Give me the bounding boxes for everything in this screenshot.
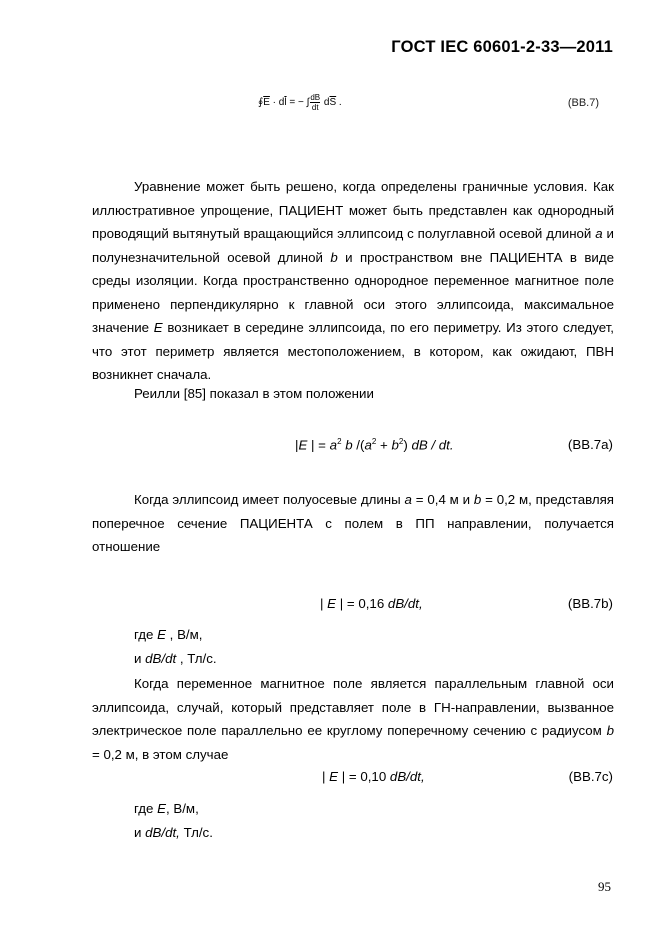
equation-number-bb7: (ВВ.7) bbox=[567, 97, 599, 109]
and-dbdt-units-2: и dB/dt, Тл/с. bbox=[134, 825, 213, 840]
fraction-db-dt: $\frac{dB}{dt}$ bbox=[310, 93, 321, 112]
equation-bb7a: |E | = $a^2$ b $/(a^2 + b^2)$ dB / dt. bbox=[295, 437, 454, 453]
equation-bb7c: | E | = 0,10 dB/dt, bbox=[322, 769, 425, 784]
where-e-units-1: где E , В/м, bbox=[134, 627, 203, 642]
paragraph-parallel-field: Когда переменное магнитное поле является параллельным главной оси эллипсоида, случай, который представляет поле в ГН-направлении, вызванное электрическое поле параллельно ее круглому поперечному сечению с радиусом b = 0,2 м, в этом случае bbox=[92, 676, 614, 762]
paragraph-boundary-conditions: Уравнение может быть решено, когда определены граничные условия. Как иллюстративное упрощение, ПАЦИЕНТ может быть представлен как однородный проводящий вытянутый вращающийся эллипсоид с полуглавной осевой длиной a и полунезначительной осевой длиной b и пространством вне ПАЦИЕНТА в виде среды изоляции. Когда пространственно однородное переменное магнитное поле применено перпендикулярно к главной оси этого эллипсоида, максимальное значение E возникает в середине эллипсоида, по его периметру. Из этого следует, что этот периметр является местоположением, в котором, как ожидают, ПВН возникнет сначала. bbox=[92, 179, 615, 382]
paragraph-reilly: Реилли [85] показал в этом положении bbox=[134, 386, 374, 401]
and-dbdt-units-1: и dB/dt , Тл/с. bbox=[134, 651, 217, 666]
document-header: ГОСТ IEC 60601-2-33—2011 bbox=[391, 38, 613, 56]
equation-number-bb7c: (ВВ.7с) bbox=[568, 769, 613, 784]
page-number: 95 bbox=[598, 879, 611, 894]
paragraph-semiaxes: Когда эллипсоид имеет полуосевые длины a = 0,4 м и b = 0,2 м, представляя поперечное сечение ПАЦИЕНТА с полем в ПП направлении, получается отношение bbox=[92, 492, 615, 554]
equation-number-bb7a: (ВВ.7а) bbox=[567, 437, 613, 452]
equation-bb7: $∮\overline{E} \cdot d\overline{l}$ = − ∫ $\frac{dB}{dt}$ $d\overline{S}$ . bbox=[258, 93, 342, 112]
equation-number-bb7b: (ВВ.7b) bbox=[567, 596, 613, 611]
where-e-units-2: где E, В/м, bbox=[134, 801, 199, 816]
equation-bb7b: | E | = 0,16 dB/dt, bbox=[320, 596, 423, 611]
